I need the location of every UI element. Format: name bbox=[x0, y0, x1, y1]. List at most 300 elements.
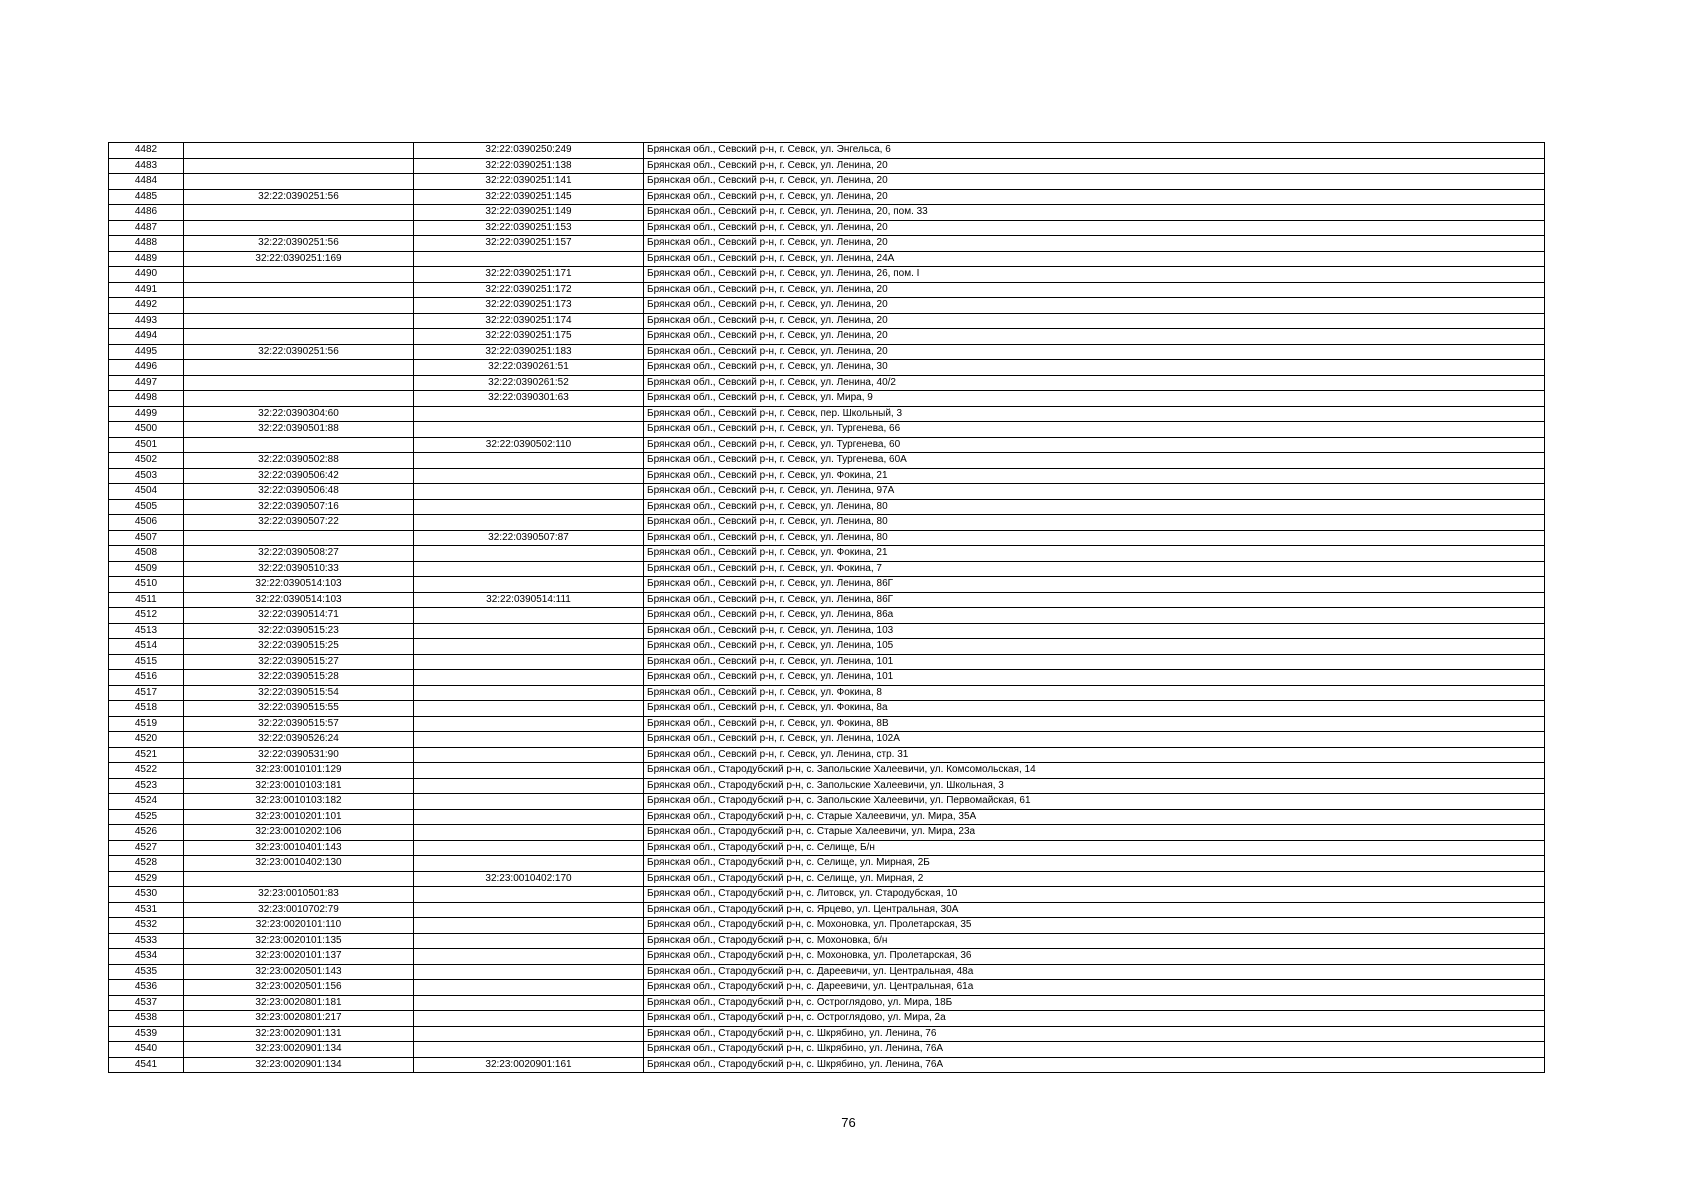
row-number-cell: 4539 bbox=[109, 1026, 184, 1042]
cadastral-number-cell: 32:22:0390526:24 bbox=[184, 732, 414, 748]
table-row bbox=[109, 778, 1545, 794]
table-row bbox=[109, 484, 1545, 500]
table-row bbox=[109, 639, 1545, 655]
address-cell: Брянская обл., Стародубский р-н, с. Мохоновка, б/н bbox=[644, 933, 1545, 949]
address-cell: Брянская обл., Севский р-н, г. Севск, ул. Ленина, 80 bbox=[644, 530, 1545, 546]
row-number-cell: 4527 bbox=[109, 840, 184, 856]
table-row bbox=[109, 654, 1545, 670]
address-cell: Брянская обл., Севский р-н, г. Севск, ул. Ленина, 20 bbox=[644, 220, 1545, 236]
object-cadastral-number-cell bbox=[414, 763, 644, 779]
table-row bbox=[109, 236, 1545, 252]
address-cell: Брянская обл., Севский р-н, г. Севск, ул. Ленина, 20, пом. 33 bbox=[644, 205, 1545, 221]
object-cadastral-number-cell bbox=[414, 1042, 644, 1058]
table-row bbox=[109, 453, 1545, 469]
object-cadastral-number-cell: 32:22:0390251:183 bbox=[414, 344, 644, 360]
object-cadastral-number-cell bbox=[414, 484, 644, 500]
cadastral-number-cell: 32:23:0020801:217 bbox=[184, 1011, 414, 1027]
row-number-cell: 4507 bbox=[109, 530, 184, 546]
table-row bbox=[109, 856, 1545, 872]
address-cell: Брянская обл., Севский р-н, г. Севск, пер. Школьный, 3 bbox=[644, 406, 1545, 422]
address-cell: Брянская обл., Севский р-н, г. Севск, ул. Ленина, 102А bbox=[644, 732, 1545, 748]
object-cadastral-number-cell: 32:22:0390261:51 bbox=[414, 360, 644, 376]
address-cell: Брянская обл., Севский р-н, г. Севск, ул. Фокина, 7 bbox=[644, 561, 1545, 577]
cadastral-number-cell: 32:23:0010103:182 bbox=[184, 794, 414, 810]
address-cell: Брянская обл., Стародубский р-н, с. Ярцево, ул. Центральная, 30А bbox=[644, 902, 1545, 918]
address-cell: Брянская обл., Стародубский р-н, с. Запольские Халеевичи, ул. Первомайская, 61 bbox=[644, 794, 1545, 810]
cadastral-number-cell bbox=[184, 220, 414, 236]
cadastral-number-cell: 32:23:0020101:137 bbox=[184, 949, 414, 965]
row-number-cell: 4487 bbox=[109, 220, 184, 236]
table-row bbox=[109, 406, 1545, 422]
address-cell: Брянская обл., Севский р-н, г. Севск, ул. Ленина, 105 bbox=[644, 639, 1545, 655]
row-number-cell: 4498 bbox=[109, 391, 184, 407]
cadastral-number-cell bbox=[184, 267, 414, 283]
cadastral-number-cell: 32:22:0390515:27 bbox=[184, 654, 414, 670]
address-cell: Брянская обл., Стародубский р-н, с. Литовск, ул. Стародубская, 10 bbox=[644, 887, 1545, 903]
object-cadastral-number-cell bbox=[414, 654, 644, 670]
row-number-cell: 4509 bbox=[109, 561, 184, 577]
cadastral-number-cell bbox=[184, 375, 414, 391]
address-cell: Брянская обл., Севский р-н, г. Севск, ул. Ленина, 24А bbox=[644, 251, 1545, 267]
row-number-cell: 4510 bbox=[109, 577, 184, 593]
object-cadastral-number-cell: 32:22:0390261:52 bbox=[414, 375, 644, 391]
table-row bbox=[109, 964, 1545, 980]
address-cell: Брянская обл., Стародубский р-н, с. Старые Халеевичи, ул. Мира, 23а bbox=[644, 825, 1545, 841]
row-number-cell: 4504 bbox=[109, 484, 184, 500]
address-cell: Брянская обл., Севский р-н, г. Севск, ул. Ленина, 101 bbox=[644, 654, 1545, 670]
object-cadastral-number-cell bbox=[414, 422, 644, 438]
object-cadastral-number-cell bbox=[414, 608, 644, 624]
table-row bbox=[109, 313, 1545, 329]
row-number-cell: 4483 bbox=[109, 158, 184, 174]
address-cell: Брянская обл., Севский р-н, г. Севск, ул. Фокина, 8а bbox=[644, 701, 1545, 717]
object-cadastral-number-cell bbox=[414, 809, 644, 825]
row-number-cell: 4500 bbox=[109, 422, 184, 438]
address-cell: Брянская обл., Севский р-н, г. Севск, ул. Ленина, стр. 31 bbox=[644, 747, 1545, 763]
row-number-cell: 4511 bbox=[109, 592, 184, 608]
object-cadastral-number-cell: 32:22:0390514:111 bbox=[414, 592, 644, 608]
row-number-cell: 4530 bbox=[109, 887, 184, 903]
table-row bbox=[109, 174, 1545, 190]
object-cadastral-number-cell bbox=[414, 716, 644, 732]
table-row bbox=[109, 360, 1545, 376]
address-cell: Брянская обл., Стародубский р-н, с. Остроглядово, ул. Мира, 2а bbox=[644, 1011, 1545, 1027]
row-number-cell: 4534 bbox=[109, 949, 184, 965]
object-cadastral-number-cell: 32:22:0390251:141 bbox=[414, 174, 644, 190]
object-cadastral-number-cell bbox=[414, 515, 644, 531]
row-number-cell: 4540 bbox=[109, 1042, 184, 1058]
cadastral-number-cell: 32:22:0390515:57 bbox=[184, 716, 414, 732]
table-row bbox=[109, 670, 1545, 686]
object-cadastral-number-cell bbox=[414, 825, 644, 841]
row-number-cell: 4519 bbox=[109, 716, 184, 732]
object-cadastral-number-cell bbox=[414, 964, 644, 980]
row-number-cell: 4496 bbox=[109, 360, 184, 376]
table-row bbox=[109, 871, 1545, 887]
row-number-cell: 4518 bbox=[109, 701, 184, 717]
cadastral-number-cell: 32:22:0390514:71 bbox=[184, 608, 414, 624]
row-number-cell: 4523 bbox=[109, 778, 184, 794]
table-row bbox=[109, 794, 1545, 810]
row-number-cell: 4489 bbox=[109, 251, 184, 267]
row-number-cell: 4522 bbox=[109, 763, 184, 779]
object-cadastral-number-cell: 32:22:0390251:174 bbox=[414, 313, 644, 329]
row-number-cell: 4532 bbox=[109, 918, 184, 934]
cadastral-number-cell: 32:23:0010501:83 bbox=[184, 887, 414, 903]
address-cell: Брянская обл., Стародубский р-н, с. Мохоновка, ул. Пролетарская, 36 bbox=[644, 949, 1545, 965]
object-cadastral-number-cell bbox=[414, 995, 644, 1011]
address-cell: Брянская обл., Севский р-н, г. Севск, ул. Ленина, 20 bbox=[644, 313, 1545, 329]
row-number-cell: 4541 bbox=[109, 1057, 184, 1073]
object-cadastral-number-cell: 32:22:0390251:171 bbox=[414, 267, 644, 283]
cadastral-number-cell: 32:22:0390515:28 bbox=[184, 670, 414, 686]
table-row bbox=[109, 1026, 1545, 1042]
table-row bbox=[109, 468, 1545, 484]
address-cell: Брянская обл., Севский р-н, г. Севск, ул. Ленина, 20 bbox=[644, 329, 1545, 345]
address-cell: Брянская обл., Севский р-н, г. Севск, ул. Ленина, 30 bbox=[644, 360, 1545, 376]
table-row bbox=[109, 344, 1545, 360]
address-cell: Брянская обл., Стародубский р-н, с. Мохоновка, ул. Пролетарская, 35 bbox=[644, 918, 1545, 934]
cadastral-number-cell bbox=[184, 205, 414, 221]
address-cell: Брянская обл., Севский р-н, г. Севск, ул. Ленина, 80 bbox=[644, 515, 1545, 531]
table-row bbox=[109, 949, 1545, 965]
row-number-cell: 4499 bbox=[109, 406, 184, 422]
cadastral-number-cell: 32:22:0390251:56 bbox=[184, 189, 414, 205]
object-cadastral-number-cell bbox=[414, 685, 644, 701]
object-cadastral-number-cell bbox=[414, 453, 644, 469]
object-cadastral-number-cell bbox=[414, 670, 644, 686]
row-number-cell: 4486 bbox=[109, 205, 184, 221]
cadastral-number-cell: 32:23:0010402:130 bbox=[184, 856, 414, 872]
table-row bbox=[109, 701, 1545, 717]
cadastral-number-cell: 32:22:0390304:60 bbox=[184, 406, 414, 422]
table-row bbox=[109, 995, 1545, 1011]
address-cell: Брянская обл., Стародубский р-н, с. Дареевичи, ул. Центральная, 61а bbox=[644, 980, 1545, 996]
table-row bbox=[109, 422, 1545, 438]
table-row bbox=[109, 143, 1545, 159]
cadastral-number-cell: 32:23:0020801:181 bbox=[184, 995, 414, 1011]
row-number-cell: 4535 bbox=[109, 964, 184, 980]
address-cell: Брянская обл., Севский р-н, г. Севск, ул. Ленина, 86Г bbox=[644, 577, 1545, 593]
row-number-cell: 4520 bbox=[109, 732, 184, 748]
row-number-cell: 4506 bbox=[109, 515, 184, 531]
cadastral-number-cell: 32:22:0390507:22 bbox=[184, 515, 414, 531]
object-cadastral-number-cell bbox=[414, 840, 644, 856]
address-cell: Брянская обл., Севский р-н, г. Севск, ул. Ленина, 20 bbox=[644, 282, 1545, 298]
cadastral-number-cell bbox=[184, 282, 414, 298]
cadastral-number-cell: 32:23:0020501:143 bbox=[184, 964, 414, 980]
cadastral-number-cell bbox=[184, 143, 414, 159]
table-row bbox=[109, 437, 1545, 453]
address-cell: Брянская обл., Севский р-н, г. Севск, ул. Ленина, 103 bbox=[644, 623, 1545, 639]
row-number-cell: 4537 bbox=[109, 995, 184, 1011]
table-row bbox=[109, 933, 1545, 949]
address-cell: Брянская обл., Севский р-н, г. Севск, ул. Тургенева, 66 bbox=[644, 422, 1545, 438]
address-cell: Брянская обл., Севский р-н, г. Севск, ул. Ленина, 20 bbox=[644, 174, 1545, 190]
address-cell: Брянская обл., Стародубский р-н, с. Остроглядово, ул. Мира, 18Б bbox=[644, 995, 1545, 1011]
object-cadastral-number-cell bbox=[414, 933, 644, 949]
object-cadastral-number-cell bbox=[414, 949, 644, 965]
object-cadastral-number-cell bbox=[414, 577, 644, 593]
table-row bbox=[109, 918, 1545, 934]
cadastral-number-cell: 32:23:0010201:101 bbox=[184, 809, 414, 825]
address-cell: Брянская обл., Севский р-н, г. Севск, ул. Ленина, 97А bbox=[644, 484, 1545, 500]
address-cell: Брянская обл., Севский р-н, г. Севск, ул. Энгельса, 6 bbox=[644, 143, 1545, 159]
cadastral-number-cell: 32:22:0390515:23 bbox=[184, 623, 414, 639]
row-number-cell: 4497 bbox=[109, 375, 184, 391]
table-row bbox=[109, 592, 1545, 608]
address-cell: Брянская обл., Севский р-н, г. Севск, ул. Ленина, 86Г bbox=[644, 592, 1545, 608]
object-cadastral-number-cell: 32:22:0390251:145 bbox=[414, 189, 644, 205]
object-cadastral-number-cell bbox=[414, 794, 644, 810]
object-cadastral-number-cell bbox=[414, 918, 644, 934]
object-cadastral-number-cell: 32:22:0390507:87 bbox=[414, 530, 644, 546]
cadastral-number-cell: 32:22:0390506:48 bbox=[184, 484, 414, 500]
address-cell: Брянская обл., Севский р-н, г. Севск, ул. Ленина, 101 bbox=[644, 670, 1545, 686]
table-row bbox=[109, 732, 1545, 748]
row-number-cell: 4525 bbox=[109, 809, 184, 825]
cadastral-number-cell: 32:22:0390515:55 bbox=[184, 701, 414, 717]
row-number-cell: 4493 bbox=[109, 313, 184, 329]
row-number-cell: 4536 bbox=[109, 980, 184, 996]
table-row bbox=[109, 1057, 1545, 1073]
table-row bbox=[109, 825, 1545, 841]
object-cadastral-number-cell bbox=[414, 887, 644, 903]
row-number-cell: 4482 bbox=[109, 143, 184, 159]
object-cadastral-number-cell bbox=[414, 1011, 644, 1027]
object-cadastral-number-cell bbox=[414, 561, 644, 577]
cadastral-number-cell bbox=[184, 530, 414, 546]
row-number-cell: 4502 bbox=[109, 453, 184, 469]
table-row bbox=[109, 608, 1545, 624]
cadastral-number-cell: 32:22:0390501:88 bbox=[184, 422, 414, 438]
row-number-cell: 4516 bbox=[109, 670, 184, 686]
table-row bbox=[109, 902, 1545, 918]
object-cadastral-number-cell: 32:22:0390251:153 bbox=[414, 220, 644, 236]
table-row bbox=[109, 267, 1545, 283]
table-row bbox=[109, 329, 1545, 345]
object-cadastral-number-cell bbox=[414, 747, 644, 763]
cadastral-number-cell: 32:22:0390507:16 bbox=[184, 499, 414, 515]
object-cadastral-number-cell bbox=[414, 251, 644, 267]
row-number-cell: 4495 bbox=[109, 344, 184, 360]
object-cadastral-number-cell: 32:22:0390251:173 bbox=[414, 298, 644, 314]
table-row bbox=[109, 515, 1545, 531]
object-cadastral-number-cell bbox=[414, 1026, 644, 1042]
cadastral-number-cell: 32:23:0010202:106 bbox=[184, 825, 414, 841]
object-cadastral-number-cell bbox=[414, 623, 644, 639]
address-cell: Брянская обл., Севский р-н, г. Севск, ул. Ленина, 26, пом. I bbox=[644, 267, 1545, 283]
cadastral-number-cell: 32:23:0010702:79 bbox=[184, 902, 414, 918]
object-cadastral-number-cell bbox=[414, 468, 644, 484]
cadastral-number-cell: 32:22:0390506:42 bbox=[184, 468, 414, 484]
cadastral-number-cell: 32:22:0390531:90 bbox=[184, 747, 414, 763]
object-cadastral-number-cell bbox=[414, 778, 644, 794]
cadastral-number-cell: 32:22:0390515:54 bbox=[184, 685, 414, 701]
cadastral-number-cell: 32:23:0020101:135 bbox=[184, 933, 414, 949]
row-number-cell: 4491 bbox=[109, 282, 184, 298]
address-cell: Брянская обл., Севский р-н, г. Севск, ул. Фокина, 8В bbox=[644, 716, 1545, 732]
row-number-cell: 4531 bbox=[109, 902, 184, 918]
address-cell: Брянская обл., Севский р-н, г. Севск, ул. Мира, 9 bbox=[644, 391, 1545, 407]
address-cell: Брянская обл., Севский р-н, г. Севск, ул. Ленина, 20 bbox=[644, 189, 1545, 205]
cadastral-number-cell bbox=[184, 329, 414, 345]
row-number-cell: 4508 bbox=[109, 546, 184, 562]
row-number-cell: 4484 bbox=[109, 174, 184, 190]
object-cadastral-number-cell bbox=[414, 546, 644, 562]
cadastral-number-cell: 32:22:0390502:88 bbox=[184, 453, 414, 469]
row-number-cell: 4513 bbox=[109, 623, 184, 639]
cadastral-number-cell bbox=[184, 871, 414, 887]
table-row bbox=[109, 623, 1545, 639]
cadastral-number-cell: 32:23:0020901:134 bbox=[184, 1057, 414, 1073]
object-cadastral-number-cell bbox=[414, 856, 644, 872]
cadastral-number-cell: 32:22:0390508:27 bbox=[184, 546, 414, 562]
table-row bbox=[109, 375, 1545, 391]
object-cadastral-number-cell: 32:22:0390251:157 bbox=[414, 236, 644, 252]
address-cell: Брянская обл., Севский р-н, г. Севск, ул. Фокина, 8 bbox=[644, 685, 1545, 701]
address-cell: Брянская обл., Севский р-н, г. Севск, ул. Ленина, 20 bbox=[644, 298, 1545, 314]
address-cell: Брянская обл., Севский р-н, г. Севск, ул. Тургенева, 60А bbox=[644, 453, 1545, 469]
row-number-cell: 4526 bbox=[109, 825, 184, 841]
cadastral-number-cell bbox=[184, 437, 414, 453]
address-cell: Брянская обл., Стародубский р-н, с. Селище, ул. Мирная, 2Б bbox=[644, 856, 1545, 872]
row-number-cell: 4521 bbox=[109, 747, 184, 763]
table-row bbox=[109, 391, 1545, 407]
table-row bbox=[109, 282, 1545, 298]
object-cadastral-number-cell bbox=[414, 499, 644, 515]
page-number: 76 bbox=[841, 1115, 856, 1130]
cadastral-number-cell: 32:22:0390514:103 bbox=[184, 592, 414, 608]
row-number-cell: 4490 bbox=[109, 267, 184, 283]
table-row bbox=[109, 158, 1545, 174]
address-cell: Брянская обл., Стародубский р-н, с. Запольские Халеевичи, ул. Комсомольская, 14 bbox=[644, 763, 1545, 779]
table-row bbox=[109, 546, 1545, 562]
table-row bbox=[109, 1042, 1545, 1058]
object-cadastral-number-cell bbox=[414, 701, 644, 717]
table-row bbox=[109, 189, 1545, 205]
table-row bbox=[109, 809, 1545, 825]
table-row bbox=[109, 499, 1545, 515]
cadastral-number-cell: 32:22:0390251:169 bbox=[184, 251, 414, 267]
row-number-cell: 4505 bbox=[109, 499, 184, 515]
cadastral-number-cell: 32:22:0390514:103 bbox=[184, 577, 414, 593]
registry-body bbox=[109, 143, 1545, 1073]
registry-table bbox=[108, 142, 1545, 1073]
address-cell: Брянская обл., Стародубский р-н, с. Дареевичи, ул. Центральная, 48а bbox=[644, 964, 1545, 980]
object-cadastral-number-cell bbox=[414, 902, 644, 918]
address-cell: Брянская обл., Стародубский р-н, с. Селище, ул. Мирная, 2 bbox=[644, 871, 1545, 887]
row-number-cell: 4503 bbox=[109, 468, 184, 484]
row-number-cell: 4524 bbox=[109, 794, 184, 810]
row-number-cell: 4538 bbox=[109, 1011, 184, 1027]
row-number-cell: 4515 bbox=[109, 654, 184, 670]
object-cadastral-number-cell bbox=[414, 639, 644, 655]
row-number-cell: 4501 bbox=[109, 437, 184, 453]
table-row bbox=[109, 887, 1545, 903]
table-row bbox=[109, 840, 1545, 856]
cadastral-number-cell: 32:23:0020501:156 bbox=[184, 980, 414, 996]
row-number-cell: 4533 bbox=[109, 933, 184, 949]
address-cell: Брянская обл., Стародубский р-н, с. Старые Халеевичи, ул. Мира, 35А bbox=[644, 809, 1545, 825]
row-number-cell: 4514 bbox=[109, 639, 184, 655]
row-number-cell: 4485 bbox=[109, 189, 184, 205]
object-cadastral-number-cell: 32:22:0390251:138 bbox=[414, 158, 644, 174]
cadastral-number-cell: 32:22:0390510:33 bbox=[184, 561, 414, 577]
table-row bbox=[109, 561, 1545, 577]
cadastral-number-cell bbox=[184, 158, 414, 174]
row-number-cell: 4529 bbox=[109, 871, 184, 887]
cadastral-number-cell: 32:23:0010103:181 bbox=[184, 778, 414, 794]
row-number-cell: 4512 bbox=[109, 608, 184, 624]
table-row bbox=[109, 530, 1545, 546]
object-cadastral-number-cell: 32:22:0390301:63 bbox=[414, 391, 644, 407]
object-cadastral-number-cell: 32:22:0390251:175 bbox=[414, 329, 644, 345]
address-cell: Брянская обл., Севский р-н, г. Севск, ул. Ленина, 20 bbox=[644, 344, 1545, 360]
cadastral-number-cell bbox=[184, 298, 414, 314]
address-cell: Брянская обл., Стародубский р-н, с. Шкрябино, ул. Ленина, 76 bbox=[644, 1026, 1545, 1042]
address-cell: Брянская обл., Севский р-н, г. Севск, ул. Ленина, 86а bbox=[644, 608, 1545, 624]
address-cell: Брянская обл., Севский р-н, г. Севск, ул. Ленина, 20 bbox=[644, 236, 1545, 252]
cadastral-number-cell bbox=[184, 174, 414, 190]
row-number-cell: 4492 bbox=[109, 298, 184, 314]
object-cadastral-number-cell: 32:22:0390251:149 bbox=[414, 205, 644, 221]
address-cell: Брянская обл., Севский р-н, г. Севск, ул. Фокина, 21 bbox=[644, 546, 1545, 562]
object-cadastral-number-cell bbox=[414, 732, 644, 748]
address-cell: Брянская обл., Стародубский р-н, с. Селище, Б/н bbox=[644, 840, 1545, 856]
cadastral-number-cell bbox=[184, 391, 414, 407]
table-row bbox=[109, 577, 1545, 593]
table-row bbox=[109, 747, 1545, 763]
address-cell: Брянская обл., Севский р-н, г. Севск, ул. Ленина, 40/2 bbox=[644, 375, 1545, 391]
cadastral-number-cell: 32:23:0020101:110 bbox=[184, 918, 414, 934]
cadastral-number-cell: 32:23:0020901:131 bbox=[184, 1026, 414, 1042]
cadastral-number-cell bbox=[184, 360, 414, 376]
address-cell: Брянская обл., Стародубский р-н, с. Шкрябино, ул. Ленина, 76А bbox=[644, 1042, 1545, 1058]
row-number-cell: 4528 bbox=[109, 856, 184, 872]
address-cell: Брянская обл., Севский р-н, г. Севск, ул. Тургенева, 60 bbox=[644, 437, 1545, 453]
object-cadastral-number-cell: 32:22:0390502:110 bbox=[414, 437, 644, 453]
table-row bbox=[109, 980, 1545, 996]
table-row bbox=[109, 685, 1545, 701]
object-cadastral-number-cell: 32:23:0020901:161 bbox=[414, 1057, 644, 1073]
row-number-cell: 4494 bbox=[109, 329, 184, 345]
object-cadastral-number-cell: 32:22:0390251:172 bbox=[414, 282, 644, 298]
row-number-cell: 4517 bbox=[109, 685, 184, 701]
table-row bbox=[109, 298, 1545, 314]
cadastral-number-cell bbox=[184, 313, 414, 329]
table-row bbox=[109, 763, 1545, 779]
table-row bbox=[109, 716, 1545, 732]
address-cell: Брянская обл., Севский р-н, г. Севск, ул. Фокина, 21 bbox=[644, 468, 1545, 484]
table-row bbox=[109, 220, 1545, 236]
address-cell: Брянская обл., Стародубский р-н, с. Шкрябино, ул. Ленина, 76А bbox=[644, 1057, 1545, 1073]
cadastral-number-cell: 32:22:0390515:25 bbox=[184, 639, 414, 655]
row-number-cell: 4488 bbox=[109, 236, 184, 252]
cadastral-number-cell: 32:22:0390251:56 bbox=[184, 236, 414, 252]
cadastral-number-cell: 32:23:0010401:143 bbox=[184, 840, 414, 856]
object-cadastral-number-cell bbox=[414, 980, 644, 996]
object-cadastral-number-cell: 32:23:0010402:170 bbox=[414, 871, 644, 887]
address-cell: Брянская обл., Севский р-н, г. Севск, ул. Ленина, 20 bbox=[644, 158, 1545, 174]
address-cell: Брянская обл., Севский р-н, г. Севск, ул. Ленина, 80 bbox=[644, 499, 1545, 515]
table-row bbox=[109, 1011, 1545, 1027]
cadastral-number-cell: 32:23:0010101:129 bbox=[184, 763, 414, 779]
cadastral-number-cell: 32:22:0390251:56 bbox=[184, 344, 414, 360]
table-row bbox=[109, 251, 1545, 267]
object-cadastral-number-cell bbox=[414, 406, 644, 422]
cadastral-number-cell: 32:23:0020901:134 bbox=[184, 1042, 414, 1058]
